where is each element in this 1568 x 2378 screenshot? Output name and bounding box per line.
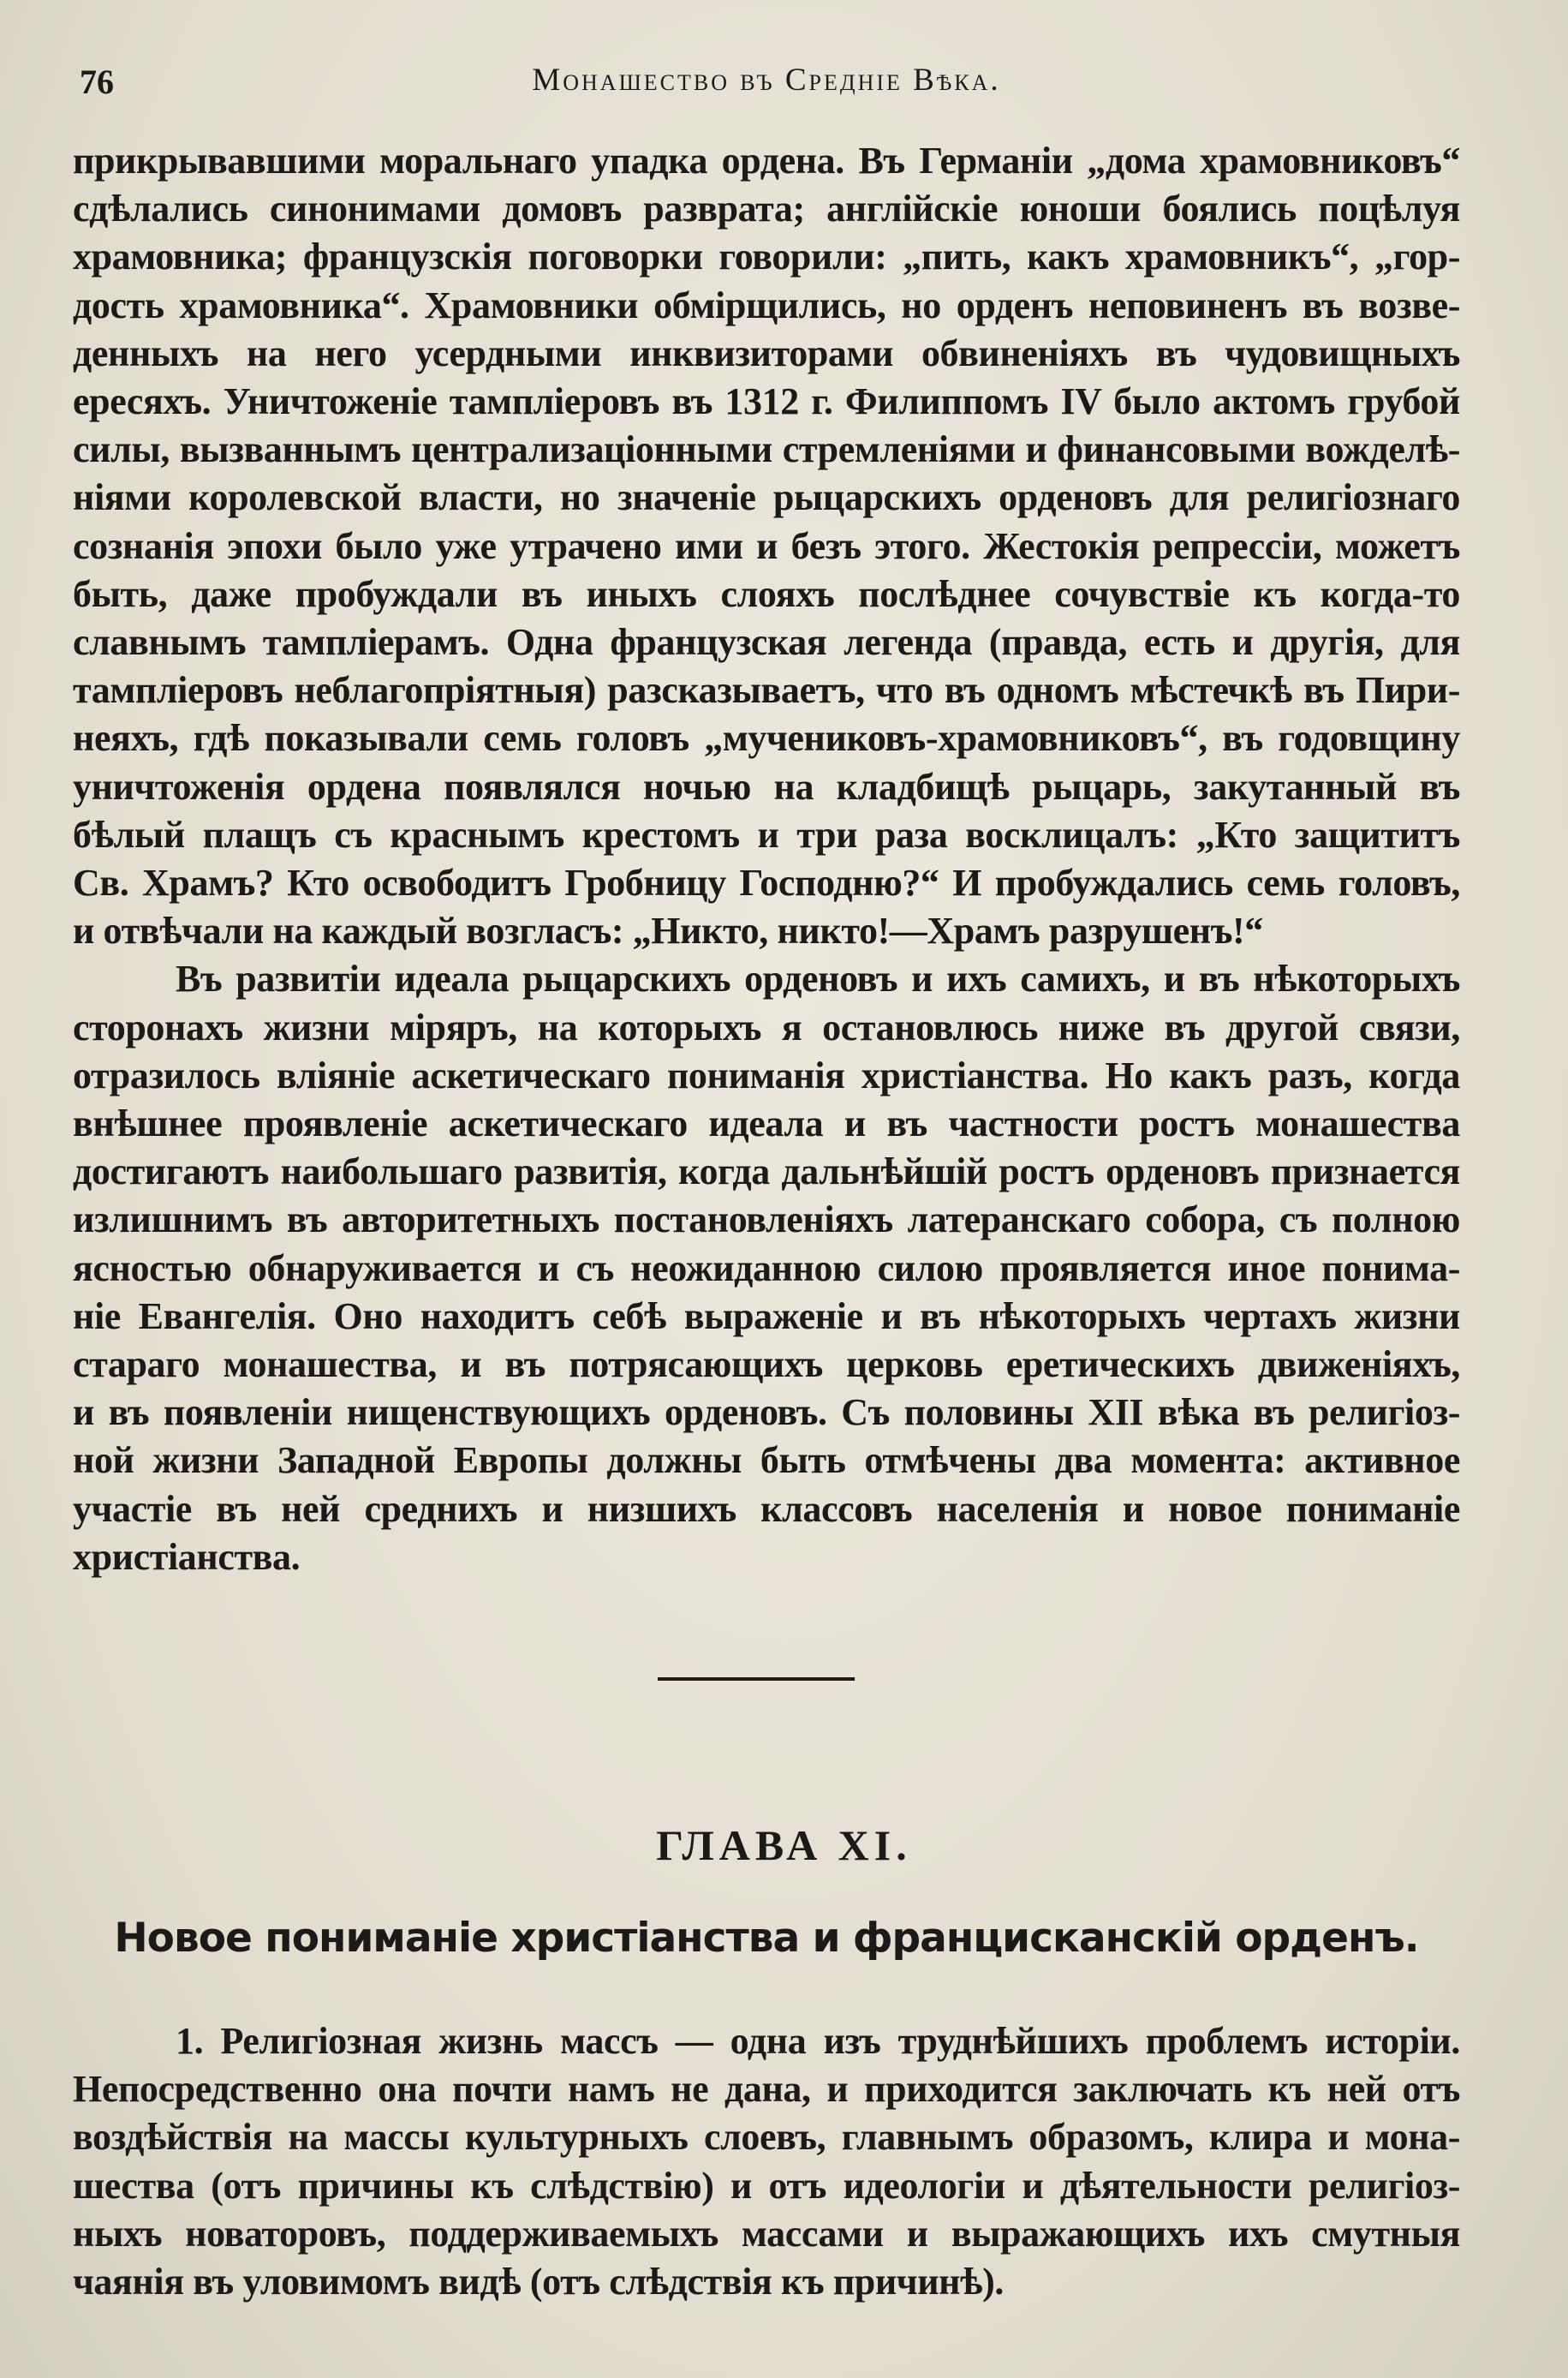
- text-line: быть, даже пробуждали въ иныхъ слояхъ послѣднее сочувствіе къ когда-то: [73, 572, 1460, 615]
- text-line: неяхъ, гдѣ показывали семь головъ „мучениковъ-храмовниковъ“, въ годовщину: [73, 717, 1460, 760]
- text-line: ніе Евангелія. Оно находитъ себѣ выраженіе и въ нѣкоторыхъ чертахъ жизни: [73, 1294, 1460, 1337]
- text-line: участіе въ ней среднихъ и низшихъ классовъ населенія и новое пониманіе: [73, 1487, 1460, 1530]
- text-line: Св. Храмъ? Кто освободитъ Гробницу Господню?“ И пробуждались семь головъ,: [73, 862, 1460, 905]
- text-line: тампліеровъ неблагопріятныя) разсказываетъ, что въ одномъ мѣстечкѣ въ Пири-: [73, 669, 1460, 712]
- text-line: Въ развитіи идеала рыцарскихъ орденовъ и ихъ самихъ, и въ нѣкоторыхъ: [176, 958, 1460, 1001]
- text-line: и отвѣчали на каждый возгласъ: „Никто, никто!—Храмъ разрушенъ!“: [73, 910, 1263, 953]
- text-line: внѣшнее проявленіе аскетическаго идеала и въ частности ростъ монашества: [73, 1102, 1460, 1145]
- section-divider: [658, 1677, 855, 1681]
- text-line: 1. Религіозная жизнь массъ — одна изъ труднѣйшихъ проблемъ исторіи.: [176, 2020, 1460, 2062]
- text-line: дость храмовника“. Храмовники обмірщились, но орденъ неповиненъ въ возве-: [73, 284, 1460, 326]
- text-line: ныхъ новаторовъ, поддерживаемыхъ массами и выражающихъ ихъ смутныя: [73, 2212, 1460, 2255]
- text-line: сдѣлались синонимами домовъ разврата; англійскіе юноши боялись поцѣлуя: [73, 188, 1460, 230]
- text-line: ясностью обнаруживается и съ неожиданною силою проявляется иное понима-: [73, 1246, 1460, 1289]
- text-line: стараго монашества, и въ потрясающихъ церковь еретическихъ движеніяхъ,: [73, 1343, 1460, 1386]
- text-line: шества (отъ причины къ слѣдствію) и отъ идеологіи и дѣятельности религіоз-: [73, 2164, 1460, 2207]
- text-line: Непосредственно она почти намъ не дана, и приходится заключать къ ней отъ: [73, 2068, 1460, 2111]
- text-line: достигаютъ наибольшаго развитія, когда дальнѣйшій ростъ орденовъ признается: [73, 1150, 1460, 1193]
- text-line: славнымъ тампліерамъ. Одна французская легенда (правда, есть и другія, для: [73, 621, 1460, 664]
- text-line: бѣлый плащъ съ краснымъ крестомъ и три раза восклицалъ: „Кто защититъ: [73, 813, 1460, 856]
- text-line: излишнимъ въ авторитетныхъ постановленіяхъ латеранскаго собора, съ полною: [73, 1198, 1460, 1241]
- text-line: воздѣйствія на массы культурныхъ слоевъ, главнымъ образомъ, клира и мона-: [73, 2116, 1460, 2159]
- page-number: 76: [80, 63, 114, 101]
- section-text: [73, 2017, 1460, 2306]
- text-line: христіанства.: [73, 1535, 301, 1578]
- text-line: чаянія въ уловимомъ видѣ (отъ слѣдствія къ причинѣ).: [73, 2261, 1004, 2303]
- text-line: силы, вызваннымъ централизаціонными стремленіями и финансовыми вожделѣ-: [73, 428, 1460, 471]
- text-line: ніями королевской власти, но значеніе рыцарскихъ орденовъ для религіознаго: [73, 476, 1460, 519]
- text-line: уничтоженія ордена появлялся ночью на кладбищѣ рыцарь, закутанный въ: [73, 765, 1460, 808]
- text-line: и въ появленіи нищенствующихъ орденовъ. Съ половины XII вѣка въ религіоз-: [73, 1391, 1460, 1434]
- page-header: [73, 62, 1460, 113]
- text-line: ересяхъ. Уничтоженіе тампліеровъ въ 1312 г. Филиппомъ IV было актомъ грубой: [73, 380, 1460, 423]
- body-text: [73, 137, 1460, 1581]
- chapter-title: Новое пониманіе христіанства и францисканскій орденъ.: [114, 1915, 1419, 1962]
- text-line: храмовника; французскія поговорки говорили: „пить, какъ храмовникъ“, „гор-: [73, 236, 1460, 278]
- text-line: сознанія эпохи было уже утрачено ими и безъ этого. Жестокія репрессіи, можетъ: [73, 524, 1460, 567]
- text-line: отразилось вліяніе аскетическаго пониманія христіанства. Но какъ разъ, когда: [73, 1054, 1460, 1096]
- text-line: ной жизни Западной Европы должны быть отмѣчены два момента: активное: [73, 1439, 1460, 1482]
- text-line: прикрывавшими моральнаго упадка ордена. Въ Германіи „дома храмовниковъ“: [73, 140, 1460, 182]
- text-line: денныхъ на него усердными инквизиторами обвиненіяхъ въ чудовищныхъ: [73, 332, 1460, 374]
- chapter-number: ГЛАВА XI.: [656, 1821, 912, 1869]
- text-line: сторонахъ жизни міряръ, на которыхъ я остановлюсь ниже въ другой связи,: [73, 1006, 1460, 1049]
- running-title: Монашество въ Средніе Вѣка.: [532, 63, 1001, 98]
